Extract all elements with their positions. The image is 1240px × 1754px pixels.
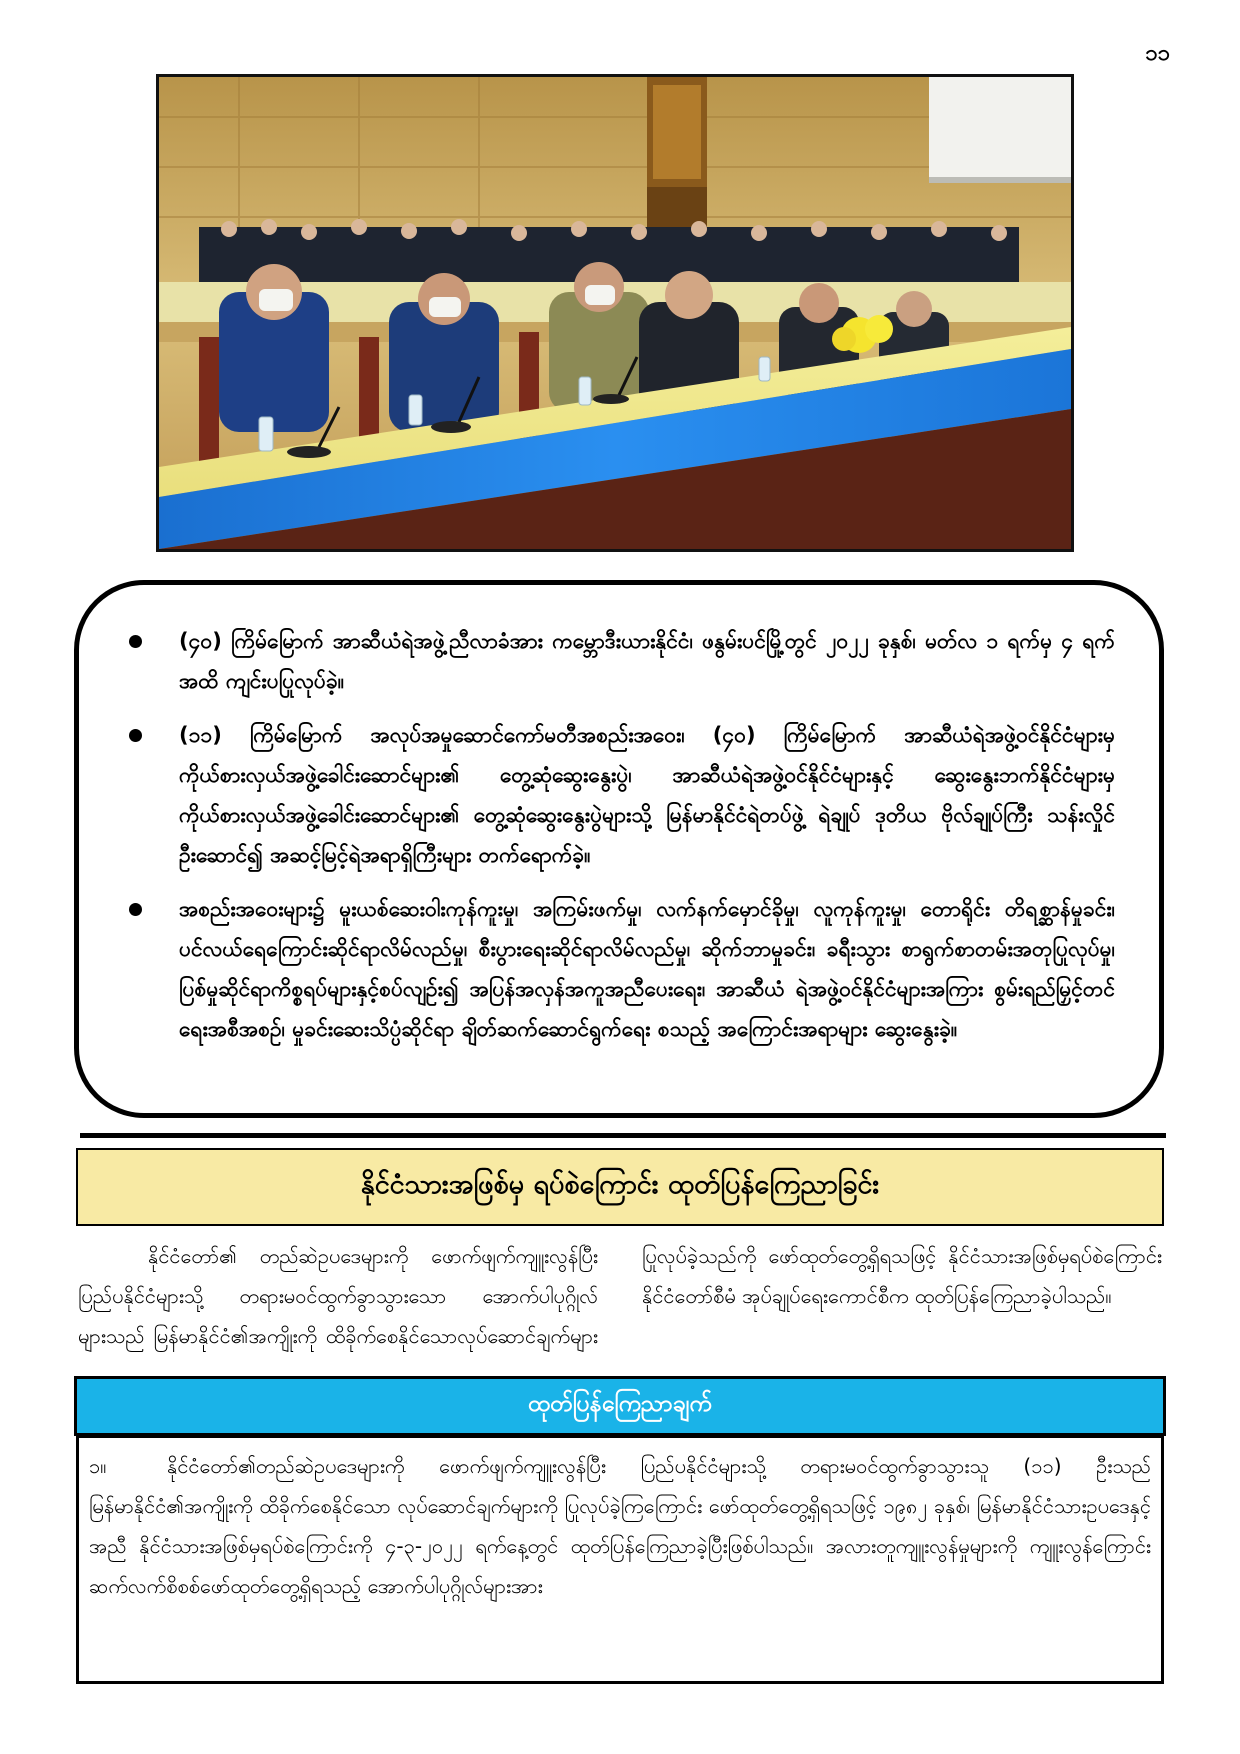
conference-photo [156, 74, 1074, 552]
list-item [123, 715, 1115, 875]
statement-body [76, 1436, 1164, 1684]
bullet-text: (၁၁) ကြိမ်မြောက် အလုပ်အမှုဆောင်ကော်မတီအစည်းအဝေး၊ (၄၀) ကြိမ်မြောက် အာဆီယံရဲအဖွဲ့ဝင်နိုင်ငံများမှ ကိုယ်စားလှယ်အဖွဲ့ခေါင်းဆောင်များ၏ တွေ့ဆုံဆွေးနွေးပွဲ၊ အာဆီယံရဲအဖွဲ့ဝင်နိုင်ငံများနှင့် ဆွေးနွေးဘက်နိုင်ငံများမှ ကိုယ်စားလှယ်အဖွဲ့ခေါင်းဆောင်များ၏ တွေ့ဆုံဆွေးနွေးပွဲများသို့ မြန်မာနိုင်ငံရဲတပ်ဖွဲ့ ရဲချုပ် ဒုတိယ ဗိုလ်ချုပ်ကြီး သန်းလှိုင် ဦးဆောင်၍ အဆင့်မြင့်ရဲအရာရှိကြီးများ တက်ရောက်ခဲ့။ [179, 723, 1115, 867]
conference-photo-icon [159, 77, 1071, 549]
bullet-list [123, 621, 1115, 1049]
section-paragraph [78, 1236, 1162, 1356]
list-item [123, 889, 1115, 1049]
bullet-text: အစည်းအဝေးများ၌ မူးယစ်ဆေးဝါးကုန်ကူးမှု၊ အကြမ်းဖက်မှု၊ လက်နက်မှောင်ခိုမှု၊ လူကုန်ကူးမှု၊ တောရိုင်း တိရစ္ဆာန်မှုခင်း၊ ပင်လယ်ရေကြောင်းဆိုင်ရာလိမ်လည်မှု၊ စီးပွားရေးဆိုင်ရာလိမ်လည်မှု၊ ဆိုက်ဘာမှုခင်း၊ ခရီးသွား စာရွက်စာတမ်းအတုပြုလုပ်မှု၊ ပြစ်မှုဆိုင်ရာကိစ္စရပ်များနှင့်စပ်လျဉ်း၍ အပြန်အလှန်အကူအညီပေးရေး၊ အာဆီယံ ရဲအဖွဲ့ဝင်နိုင်ငံများအကြား စွမ်းရည်မြှင့်တင်ရေးအစီအစဉ်၊ မှုခင်းဆေးသိပ္ပံဆိုင်ရာ ချိတ်ဆက်ဆောင်ရွက်ရေး စသည့် အကြောင်းအရာများ ဆွေးနွေးခဲ့။ [179, 897, 1115, 1041]
statement-header: ထုတ်ပြန်ကြေညာချက် [74, 1376, 1166, 1436]
page-number: ၁၁ [1145, 41, 1170, 66]
info-box [74, 580, 1164, 1118]
section-heading: နိုင်ငံသားအဖြစ်မှ ရပ်စဲကြောင်း ထုတ်ပြန်ကြေညာခြင်း [76, 1148, 1164, 1226]
paragraph-text: နိုင်ငံတော်၏ တည်ဆဲဥပဒေများကို ဖောက်ဖျက်ကျူးလွန်ပြီး ပြည်ပနိုင်ငံများသို့ တရားမဝင်ထွက်ခွာသွားသော အောက်ပါပုဂ္ဂိုလ်များသည် မြန်မာနိုင်ငံ၏အကျိုးကို ထိခိုက်စေနိုင်သောလုပ်ဆောင်ချက်များ ပြုလုပ်ခဲ့သည်ကို ဖော်ထုတ်တွေ့ရှိရသဖြင့် နိုင်ငံသားအဖြစ်မှရပ်စဲကြောင်း နိုင်ငံတော်စီမံ အုပ်ချုပ်ရေးကောင်စီက ထုတ်ပြန်ကြေညာခဲ့ပါသည်။ [78, 1244, 1162, 1348]
bullet-icon [129, 729, 142, 742]
statement-item-text: နိုင်ငံတော်၏တည်ဆဲဥပဒေများကို ဖောက်ဖျက်ကျူးလွန်ပြီး ပြည်ပနိုင်ငံများသို့ တရားမဝင်ထွက်ခွာသွားသူ (၁၁) ဦးသည် မြန်မာနိုင်ငံ၏အကျိုးကို ထိခိုက်စေနိုင်သော လုပ်ဆောင်ချက်များကို ပြုလုပ်ခဲ့ကြကြောင်း ဖော်ထုတ်တွေ့ရှိရသဖြင့် ၁၉၈၂ ခုနှစ်၊ မြန်မာနိုင်ငံသားဥပဒေနှင့်အညီ နိုင်ငံသားအဖြစ်မှရပ်စဲကြောင်းကို ၄-၃-၂၀၂၂ ရက်နေ့တွင် ထုတ်ပြန်ကြေညာခဲ့ပြီးဖြစ်ပါသည်။ အလားတူကျူးလွန်မှုများကို ကျူးလွန်ကြောင်း ဆက်လက်စိစစ်ဖော်ထုတ်တွေ့ရှိရသည့် အောက်ပါပုဂ္ဂိုလ်များအား [89, 1454, 1151, 1598]
statement-item-number: ၁။ [89, 1454, 107, 1478]
bullet-icon [129, 635, 142, 648]
divider [80, 1133, 1166, 1138]
list-item [123, 621, 1115, 701]
bullet-text: (၄၀) ကြိမ်မြောက် အာဆီယံရဲအဖွဲ့ညီလာခံအား ကမ္ဘောဒီးယားနိုင်ငံ၊ ဖနွမ်းပင်မြို့တွင် ၂၀၂၂ ခုနှစ်၊ မတ်လ ၁ ရက်မှ ၄ ရက်အထိ ကျင်းပပြုလုပ်ခဲ့။ [179, 629, 1115, 693]
bullet-icon [129, 903, 142, 916]
